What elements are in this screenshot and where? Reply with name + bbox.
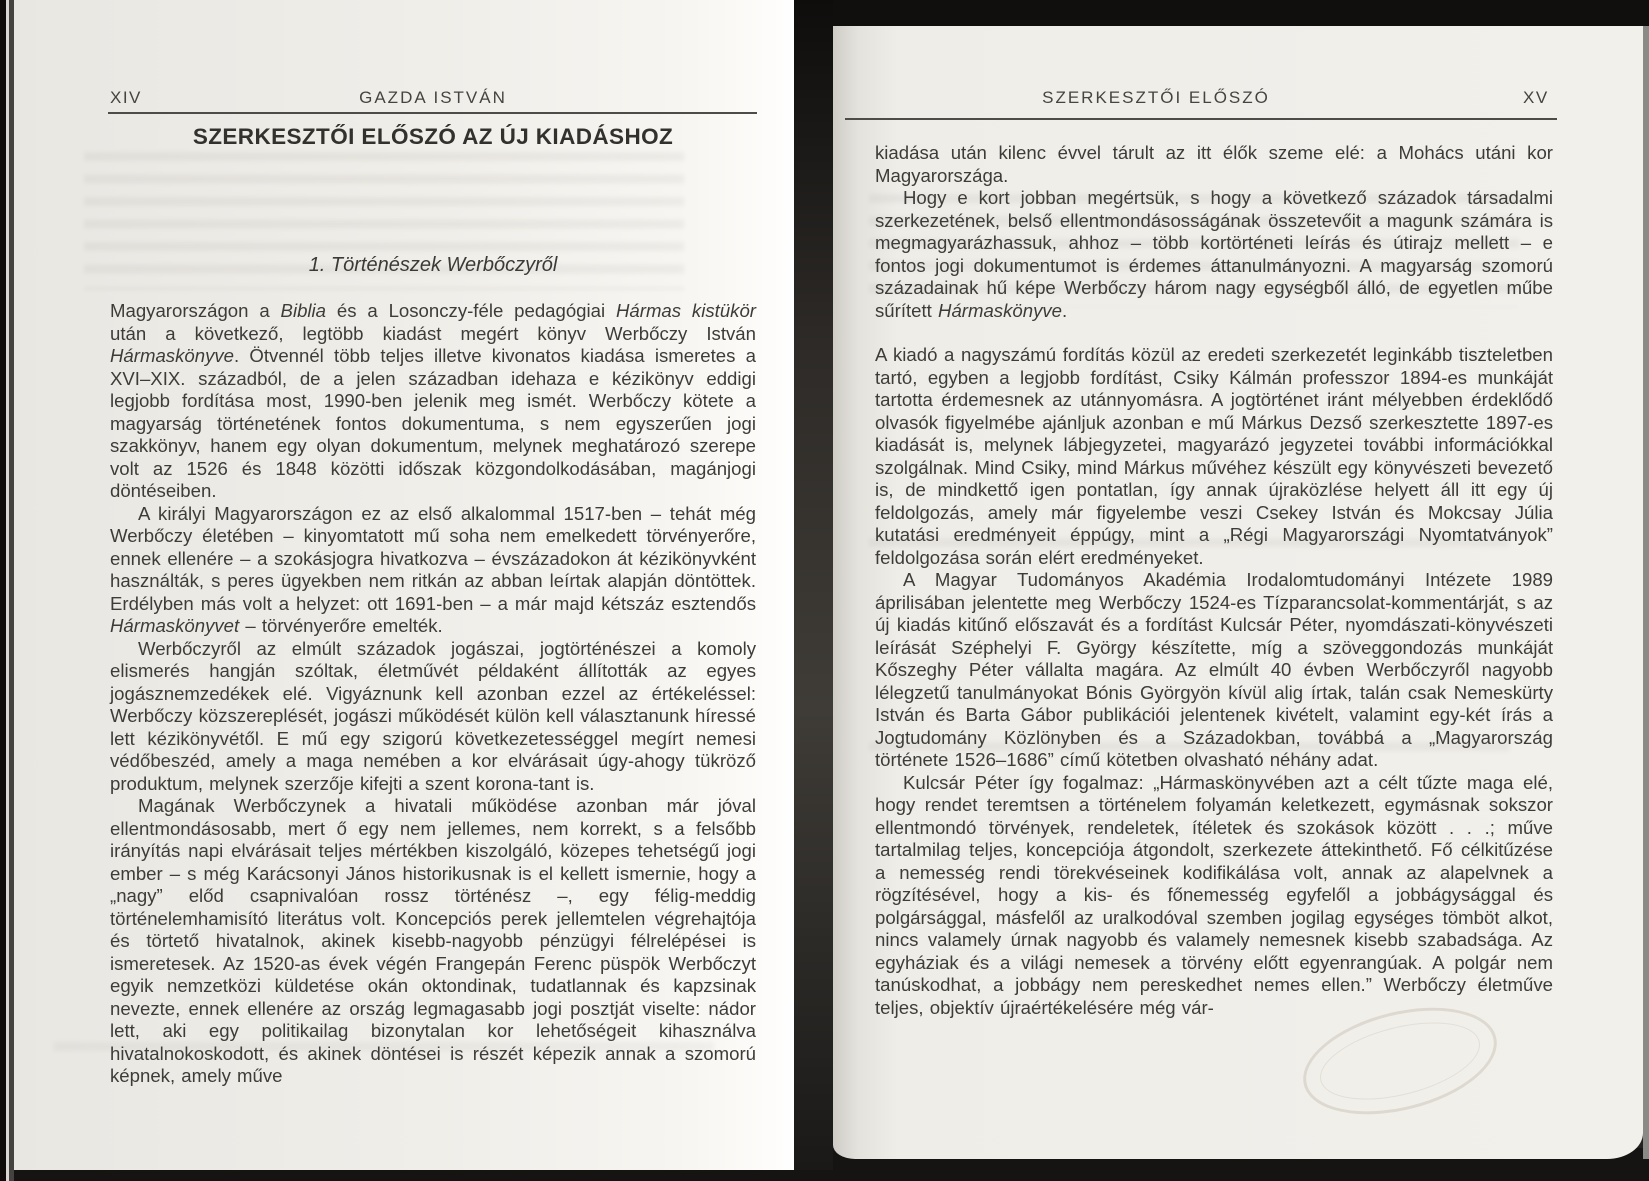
paragraph: A királyi Magyarországon ez az első alkalommal 1517-ben – tehát még Werbőczy életében – kinyomtatott mű soha nem emelkedett törvényerőre, ennek ellenére – a szokásjogra hivatkozva – évszázadokon át kézikönyvként használták, s peres ügyekben nem ritkán az abban leírtak alapján döntöttek. Erdélyben más volt a helyzet: ott 1691-ben – a már majd kétszáz esztendős Hármaskönyvet – törvényerőre emelték. bbox=[110, 502, 756, 636]
page-number-right: XV bbox=[1523, 88, 1549, 107]
paragraph: Kulcsár Péter így fogalmaz: „Hármaskönyvében azt a célt tűzte maga elé, hogy rendet teremtsen a történelem folyamán keletkezett, egymásnak sokszor ellentmondó törvények, rendeletek, ítéletek és szokások között . . .; műve tartalmilag teljes, koncepciója átgondolt, szerkezete áttekinthető. Fő célkitűzése a nemesség rendi törekvéseinek kodifikálása volt, annak az alapelvnek a rögzítésével, hogy a kis- és főnemesség egyfelől a jobbágysággal és polgársággal, másfelől az uralkodóval szemben jogilag egységes tömböt alkot, nincs valamely úrnak nagyobb és valamely nemesnek kisebb szabadsága. Az egyháziak és a világi nemesek a törvény előtt egyenrangúak. A polgár nem tanúskodhat, a jobbágy nem pereskedhet nemes ellen.” Werbőczy életműve teljes, objektív újraértékelésére még vár- bbox=[875, 771, 1553, 1018]
paragraph: Werbőczyről az elmúlt századok jogászai, jogtörténészei a komoly elismerés hangján szóltak, életművét példaként állították az egyes jogásznemzedékek elé. Vigyáznunk kell azonban ezzel az értékeléssel: Werbőczy közszereplését, jogászi működését külön kell választanunk híressé lett kézikönyvétől. E mű egy szigorú következetességgel megírt nemesi védőbeszéd, amely a maga nemében a kor elvárásait úgy-ahogy tükröző produktum, melynek szerzője kifejti a szent korona-tant is. bbox=[110, 637, 756, 794]
book-cover-edge bbox=[0, 0, 14, 1181]
paragraph: kiadása után kilenc évvel tárult az itt élők szeme elé: a Mohács utáni kor Magyarországa. bbox=[875, 142, 1553, 186]
book-gutter-shadow bbox=[794, 0, 833, 1181]
paragraph: Hogy e kort jobban megértsük, s hogy a következő századok társadalmi szerkezetének, belső ellentmondásosságának összetevőit a magunk számára is megmagyarázhassuk, ahhoz – több kortörténeti leírás és útirajz mellett – e fontos jogi dokumentumot is érdemes áttanulmányozni. A magyarság szomorú századainak hű képe Werbőczy három nagy egységből álló, de egyetlen műbe sűrített Hármaskönyve. bbox=[875, 187, 1553, 321]
scanner-bottom-shadow bbox=[0, 1170, 1649, 1181]
section-heading: 1. Történészek Werbőczyről bbox=[308, 254, 558, 276]
header-rule-right bbox=[845, 118, 1557, 120]
page-left bbox=[14, 0, 794, 1170]
scanner-top-shadow bbox=[790, 0, 1649, 26]
left-page-body-text bbox=[110, 300, 756, 1088]
running-head-left: GAZDA ISTVÁN bbox=[359, 88, 507, 107]
right-page-body-text bbox=[875, 142, 1553, 1019]
paragraph: Magyarországon a Biblia és a Losonczy-féle pedagógiai Hármas kistükör után a következő, legtöbb kiadást megért könyv Werbőczy István Hármaskönyve. Ötvennél több teljes illetve kivonatos kiadása ismeretes a XVI–XIX. századból, de a jelen században idehaza e kézikönyv eddigi legjobb fordítása most, 1990-ben jelenik meg ismét. Werbőczy kötete a magyarság történetének fontos dokumentuma, s nem egyszerűen jogi szakkönyv, hanem egy olyan dokumentum, melynek meghatározó szerepe volt az 1526 és 1848 közötti időszak közgondolkodásában, magánjogi döntéseiben. bbox=[110, 300, 756, 501]
header-rule-left bbox=[108, 112, 757, 114]
preface-title: SZERKESZTŐI ELŐSZÓ AZ ÚJ KIADÁSHOZ bbox=[192, 124, 674, 149]
page-number-left: XIV bbox=[110, 88, 142, 107]
book-page-block-edge bbox=[1643, 26, 1649, 1159]
page-right bbox=[833, 26, 1643, 1159]
paragraph: A Magyar Tudományos Akadémia Irodalomtudományi Intézete 1989 áprilisában jelentette meg Werbőczy 1524-es Tízparancsolat-kommentárját, s az új kiadás kitűnő előszavát és a fordítást Kulcsár Péter, nyomdászati-könyvészeti leírását Széphelyi F. György készítette, míg a szöveggondozás munkáját Kőszeghy Péter vállalta magára. Az elmúlt 40 évben Werbőczyről nagyobb lélegzetű tanulmányokat Bónis Györgyön kívül alig írtak, talán csak Nemeskürty István és Barta Gábor publikációi jelentenek kivételt, valamint egy-két írás a Jogtudomány Közlönyben és a Századokban, továbbá a „Magyarország története 1526–1686” című kötetben olvasható néhány adat. bbox=[875, 569, 1553, 770]
paragraph: Magának Werbőczynek a hivatali működése azonban már jóval ellentmondásosabb, mert ő egy nem jellemes, nem korrekt, s a felsőbb irányítás napi elvárásait teljes mértékben kiszolgáló, közepes tehetségű jogi ember – s még Karácsonyi János historikusnak is el kellett ismernie, hogy a „nagy” előd csapnivalóan rossz történész –, egy félig-meddig történelemhamisító literátus volt. Koncepciós perek jellemtelen végrehajtója és törtető hivatalnok, akinek kisebb-nagyobb pénzügyi félrelépései is ismeretesek. Az 1520-as évek végén Frangepán Ferenc püspök Werbőczyt egyik nemzetközi küldetése okán oktondinak, tudatlannak és kapzsinak nevezte, ennek ellenére az ország legmagasabb jogi posztját viselte: nádor lett, aki egy politikailag bizonytalan kor lehetőségeit kihasználva hivatalnokoskodott, és akinek döntései is részét képezik annak a szomorú képnek, amely műve bbox=[110, 795, 756, 1086]
running-head-right: SZERKESZTŐI ELŐSZÓ bbox=[1042, 88, 1270, 107]
paragraph: A kiadó a nagyszámú fordítás közül az eredeti szerkezetét leginkább tiszteletben tartó, egyben a legjobb fordítást, Csiky Kálmán professzor 1894-es munkáját tartotta érdemesnek az utánnyomásra. A jogtörténet iránt mélyebben érdeklődő olvasók figyelmébe ajánljuk azonban e mű Márkus Dezső szerkesztette 1897-es kiadását is, melynek lábjegyzetei, magyarázó jegyzetei további információkkal szolgálnak. Mind Csiky, mind Márkus művéhez készült egy könyvészeti bevezető is, de mindkettő igen pontatlan, így annak újraközlése helyett áll itt egy új feldolgozás, amely már figyelembe veszi Csekey István és Mokcsay Júlia kutatási eredményeit éppúgy, mint a „Régi Magyarországi Nyomtatványok” feldolgozása során elért eredményeket. bbox=[875, 344, 1553, 568]
